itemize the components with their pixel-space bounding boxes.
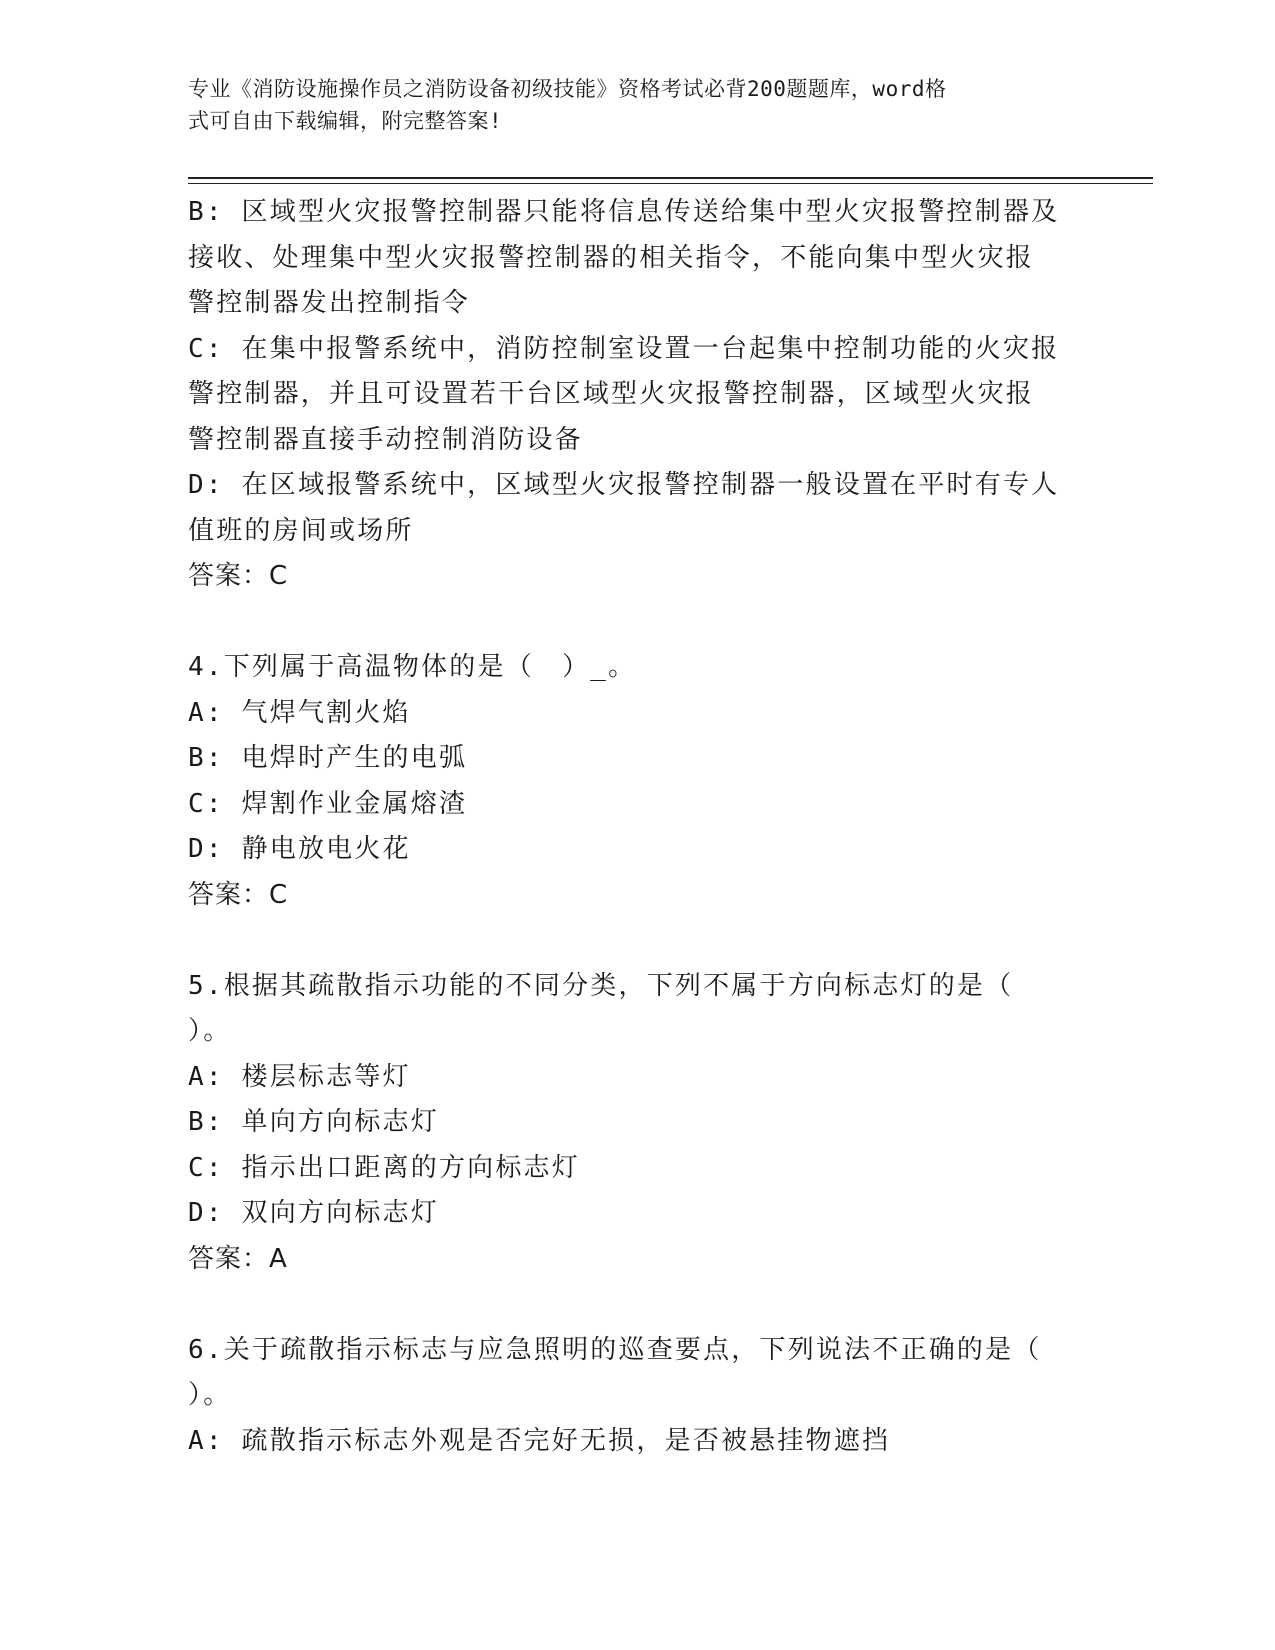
q4-option-d: D: 静电放电火花 bbox=[188, 834, 411, 864]
q5-answer: 答案：A bbox=[188, 1243, 288, 1274]
q3-option-c-line-3: 警控制器直接手动控制消防设备 bbox=[188, 424, 583, 455]
question-4 bbox=[188, 645, 1088, 918]
q4-option-b: B: 电焊时产生的电弧 bbox=[188, 743, 468, 773]
q6-option-a: A: 疏散指示标志外观是否完好无损，是否被悬挂物遮挡 bbox=[188, 1425, 891, 1456]
q5-option-c: C: 指示出口距离的方向标志灯 bbox=[188, 1152, 580, 1183]
q3-option-d-line-1: D: 在区域报警系统中，区域型火灾报警控制器一般设置在平时有专人 bbox=[188, 470, 1060, 500]
question-3-options bbox=[188, 190, 1088, 600]
spacer bbox=[188, 1282, 1088, 1328]
spacer bbox=[188, 918, 1088, 964]
question-content bbox=[188, 190, 1088, 1464]
document-header bbox=[188, 73, 1088, 137]
q3-option-d-line-2: 值班的房间或场所 bbox=[188, 515, 414, 546]
q6-question-line-2: ）。 bbox=[188, 1380, 232, 1410]
q3-option-b-line-1: B: 区域型火灾报警控制器只能将信息传送给集中型火灾报警控制器及 bbox=[188, 197, 1060, 227]
header-line-2: 式可自由下载编辑，附完整答案! bbox=[188, 109, 503, 133]
q6-question-line-1: 6.关于疏散指示标志与应急照明的巡查要点，下列说法不正确的是（ bbox=[188, 1334, 1042, 1365]
header-divider-thin bbox=[188, 183, 1153, 184]
q3-option-b-line-3: 警控制器发出控制指令 bbox=[188, 288, 471, 318]
q3-answer: 答案：C bbox=[188, 561, 289, 591]
q4-option-a: A: 气焊气割火焰 bbox=[188, 697, 411, 728]
q5-option-a: A: 楼层标志等灯 bbox=[188, 1061, 411, 1092]
q3-option-c-line-1: C: 在集中报警系统中，消防控制室设置一台起集中控制功能的火灾报 bbox=[188, 333, 1060, 364]
q4-option-c: C: 焊割作业金属熔渣 bbox=[188, 788, 468, 819]
header-divider-thick bbox=[188, 177, 1153, 179]
question-6 bbox=[188, 1328, 1088, 1465]
header-line-1: 专业《消防设施操作员之消防设备初级技能》资格考试必背200题题库，word格 bbox=[188, 77, 947, 101]
q4-question-text: 4.下列属于高温物体的是（ ）_。 bbox=[188, 652, 637, 682]
q5-option-d: D: 双向方向标志灯 bbox=[188, 1198, 439, 1228]
q5-question-line-1: 5.根据其疏散指示功能的不同分类，下列不属于方向标志灯的是（ bbox=[188, 970, 1014, 1001]
q5-option-b: B: 单向方向标志灯 bbox=[188, 1107, 439, 1137]
q3-option-b-line-2: 接收、处理集中型火灾报警控制器的相关指令，不能向集中型火灾报 bbox=[188, 242, 1035, 273]
question-5 bbox=[188, 964, 1088, 1283]
spacer bbox=[188, 600, 1088, 646]
q3-option-c-line-2: 警控制器，并且可设置若干台区域型火灾报警控制器，区域型火灾报 bbox=[188, 379, 1035, 409]
q5-question-line-2: ）。 bbox=[188, 1016, 232, 1046]
q4-answer: 答案：C bbox=[188, 879, 289, 910]
